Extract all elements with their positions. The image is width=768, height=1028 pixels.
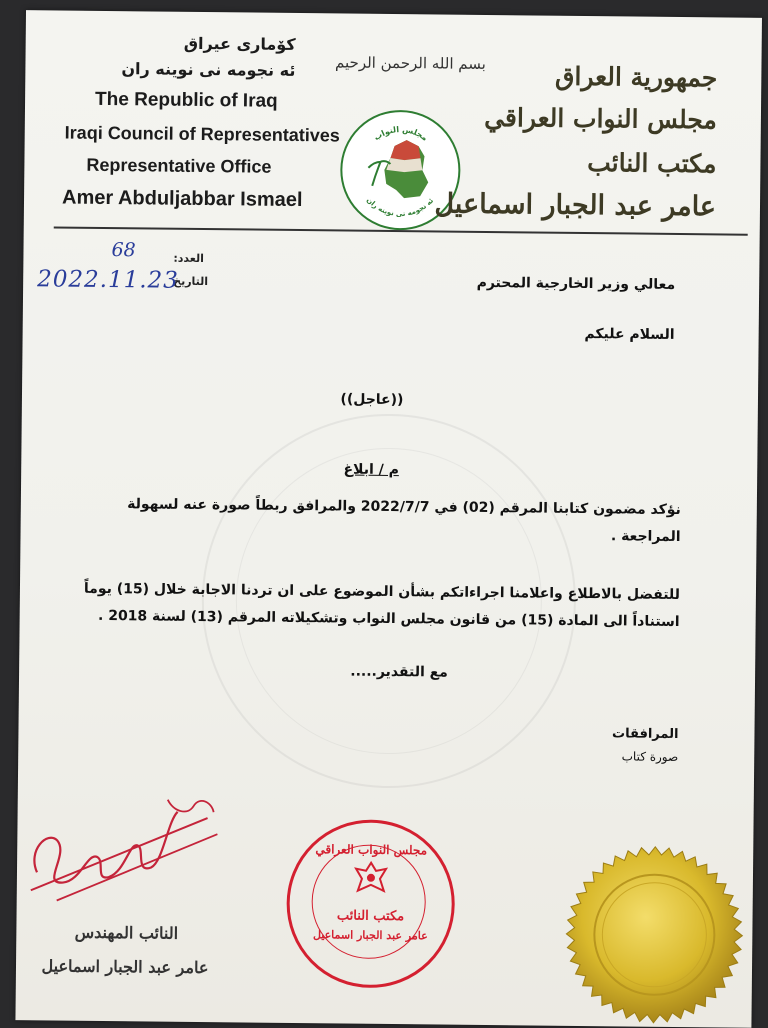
svg-text:مجلس النواب [372,125,429,143]
stamp-office-text: مكتب النائب [336,908,405,925]
english-council-name: Iraqi Council of Representatives [64,122,340,146]
arabic-representative-name: عامر عبد الجبار اسماعيل [434,188,717,223]
kurdish-council-name: ئه نجومه نی نوینه ران [121,59,296,80]
gold-foil-seal [563,844,745,1026]
svg-text:ئه نجومه نی نوینه ران [365,196,436,219]
paragraph-1: نؤكد مضمون كتابنا المرقم (02) في 2022/7/7 والمرافق ربطاً صورة عنه لسهولة المراجعة . [127,496,681,546]
paragraph-2: للتفضل بالاطلاع واعلامنا اجراءاتكم بشأن الموضوع على ان تردنا الاجابة خلال (15) يوماً استناداً الى المادة (15) من قانون مجلس النواب وتشكيلاته المرقم (13) لسنة 2018 . [83,580,681,631]
urgent-marker: ((عاجل)) [340,391,404,409]
addressee: معالي وزير الخارجية المحترم [476,274,676,293]
stamp-name-text: عامر عبد الجبار اسماعيل [312,928,428,943]
attachments-title: المرافقات [611,726,679,743]
closing-line: مع التقدير..... [350,663,448,681]
subject-line: م / ابلاغ [343,461,399,479]
greeting: السلام عليكم [584,326,675,343]
number-label: العدد: [173,251,205,266]
kurdish-republic-name: کۆماری عیراق [183,33,296,54]
signer-name: عامر عبد الجبار اسماعيل [41,956,209,978]
attachments-item: صورة كتاب [621,749,679,765]
signer-title: النائب المهندس [74,922,179,943]
stamp-council-text: مجلس النواب العراقي [315,842,428,858]
logo-top-text: مجلس النواب [372,124,430,143]
logo-bottom-text: ئه نجومه نی نوینه ران [364,196,436,219]
red-office-stamp [286,819,456,989]
basmala: بسم الله الرحمن الرحيم [335,53,486,73]
english-representative-name: Amer Abduljabbar Ismael [61,186,303,212]
arabic-office-name: مكتب النائب [587,148,717,179]
handwritten-number: 68 [111,239,136,262]
english-office-name: Representative Office [86,154,272,177]
english-republic-name: The Republic of Iraq [94,88,278,112]
arabic-republic-name: جمهورية العراق [554,61,718,93]
handwritten-signature [16,780,237,922]
eagle-emblem-icon [352,859,390,899]
arabic-council-name: مجلس النواب العراقي [484,102,718,135]
letter-page [15,10,762,1028]
date-label: التاريخ [173,274,209,289]
handwritten-date: 2022.11.23 [37,266,180,294]
